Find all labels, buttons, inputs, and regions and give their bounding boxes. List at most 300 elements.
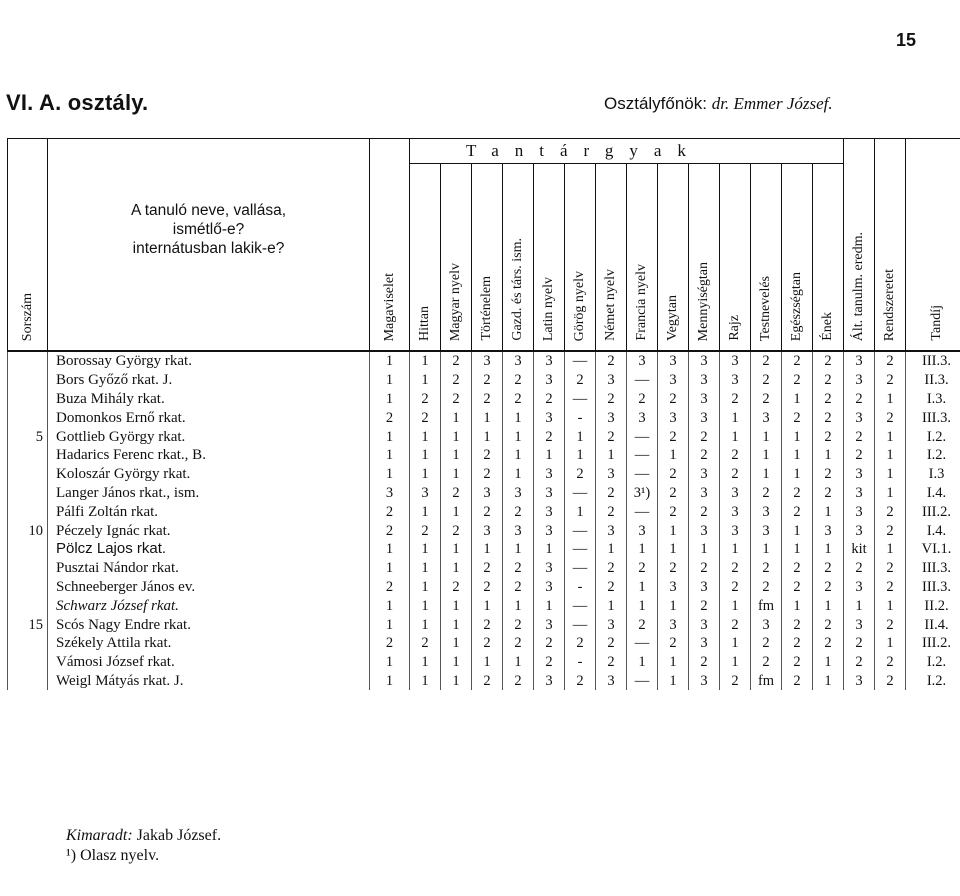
grade-cell: 1	[503, 465, 534, 484]
grade-cell: 1	[813, 540, 844, 559]
serial-number	[8, 351, 48, 371]
grade-cell: —	[565, 615, 596, 634]
serial-number	[8, 578, 48, 597]
grade-cell: 1	[441, 427, 472, 446]
grade-cell: 3	[720, 521, 751, 540]
grade-cell: 2	[441, 351, 472, 371]
grade-cell: 3	[596, 371, 627, 390]
grade-cell: 3	[689, 484, 720, 503]
grade-cell: 1	[844, 596, 875, 615]
grade-cell: 2	[472, 465, 503, 484]
grade-cell: 2	[596, 559, 627, 578]
grade-cell: 1	[658, 540, 689, 559]
grade-cell: —	[627, 634, 658, 653]
grade-cell: 3	[472, 351, 503, 371]
grade-cell: 2	[370, 502, 410, 521]
grade-cell: 2	[596, 427, 627, 446]
grade-cell: 1	[658, 521, 689, 540]
header-subject: Német nyelv	[596, 164, 627, 352]
grade-cell: 3	[534, 615, 565, 634]
grade-cell: 3	[534, 408, 565, 427]
grade-cell: 2	[813, 408, 844, 427]
grade-cell: 2	[689, 446, 720, 465]
grade-cell: —	[627, 672, 658, 691]
grade-cell: 3	[689, 615, 720, 634]
header-general-result: Ált. tanulm. eredm.	[844, 139, 875, 352]
grade-cell: 3¹)	[627, 484, 658, 503]
student-name: Székely Attila rkat.	[48, 634, 370, 653]
grade-cell: 1	[751, 540, 782, 559]
grade-cell: 2	[472, 634, 503, 653]
grade-cell: 2	[844, 427, 875, 446]
grade-cell: 2	[441, 521, 472, 540]
grade-cell: 1	[472, 427, 503, 446]
grade-cell: 2	[751, 634, 782, 653]
grade-cell: 2	[875, 578, 906, 597]
grade-cell: -	[565, 408, 596, 427]
table-row	[8, 615, 960, 634]
grade-cell: 2	[503, 615, 534, 634]
grade-cell: 3	[689, 465, 720, 484]
grade-cell: 3	[689, 351, 720, 371]
grade-cell: 3	[689, 408, 720, 427]
grade-cell: 2	[813, 634, 844, 653]
grade-cell: II.3.	[906, 371, 960, 390]
grade-cell: 1	[370, 615, 410, 634]
serial-number	[8, 465, 48, 484]
serial-number	[8, 634, 48, 653]
grade-cell: 1	[565, 446, 596, 465]
grade-cell: 3	[844, 578, 875, 597]
table-row	[8, 465, 960, 484]
grade-cell: 1	[503, 408, 534, 427]
grade-cell: 2	[875, 559, 906, 578]
grade-cell: 2	[472, 578, 503, 597]
grade-cell: 2	[472, 446, 503, 465]
grade-cell: 2	[689, 596, 720, 615]
grade-cell: 1	[782, 521, 813, 540]
header-student-line-1: A tanuló neve, vallása,	[130, 202, 287, 219]
header-subject: Testnevelés	[751, 164, 782, 352]
grade-cell: 1	[782, 390, 813, 409]
serial-number	[8, 540, 48, 559]
grade-cell: 3	[596, 521, 627, 540]
grade-cell: 1	[441, 465, 472, 484]
grade-cell: II.2.	[906, 596, 960, 615]
grade-cell: 1	[410, 653, 441, 672]
grade-cell: 3	[751, 521, 782, 540]
grade-cell: 2	[813, 351, 844, 371]
grade-cell: 3	[751, 408, 782, 427]
grade-cell: 3	[658, 408, 689, 427]
grade-cell: 2	[534, 653, 565, 672]
grade-cell: 2	[813, 559, 844, 578]
grade-cell: 2	[751, 351, 782, 371]
grade-cell: 2	[472, 615, 503, 634]
grade-cell: I.3.	[906, 390, 960, 409]
serial-number	[8, 390, 48, 409]
grade-cell: 3	[596, 672, 627, 691]
grade-cell: 1	[875, 596, 906, 615]
table-row	[8, 446, 960, 465]
table-row	[8, 653, 960, 672]
grade-cell: 2	[627, 615, 658, 634]
grade-cell: 2	[782, 371, 813, 390]
grade-cell: 2	[596, 653, 627, 672]
grade-cell: 1	[410, 578, 441, 597]
grade-cell: 2	[782, 653, 813, 672]
grade-cell: 3	[370, 484, 410, 503]
grade-cell: 2	[782, 351, 813, 371]
grade-cell: 3	[844, 408, 875, 427]
student-name: Hadarics Ferenc rkat., B.	[48, 446, 370, 465]
grade-cell: 2	[813, 390, 844, 409]
grade-cell: 3	[658, 578, 689, 597]
grade-cell: I.4.	[906, 521, 960, 540]
grade-cell: 1	[410, 502, 441, 521]
grade-cell: 3	[627, 408, 658, 427]
grade-cell: 2	[813, 578, 844, 597]
grade-cell: 2	[813, 427, 844, 446]
grade-cell: 2	[534, 390, 565, 409]
grade-cell: 1	[782, 465, 813, 484]
grade-cell: 2	[472, 502, 503, 521]
table-row	[8, 427, 960, 446]
grade-cell: fm	[751, 672, 782, 691]
grade-cell: 3	[534, 484, 565, 503]
grade-cell: 1	[875, 540, 906, 559]
grade-cell: 2	[503, 371, 534, 390]
grade-cell: 2	[441, 371, 472, 390]
grade-cell: 3	[844, 615, 875, 634]
grade-cell: 2	[875, 672, 906, 691]
grade-cell: 1	[503, 540, 534, 559]
grade-cell: 1	[441, 634, 472, 653]
student-name: Langer János rkat., ism.	[48, 484, 370, 503]
grade-cell: 3	[751, 502, 782, 521]
grade-cell: 1	[472, 408, 503, 427]
table-row	[8, 390, 960, 409]
grade-cell: III.2.	[906, 634, 960, 653]
grade-cell: 3	[627, 351, 658, 371]
teacher-label: Osztályfőnök:	[604, 94, 707, 113]
grade-cell: 2	[658, 427, 689, 446]
student-name: Pusztai Nándor rkat.	[48, 559, 370, 578]
table-row	[8, 596, 960, 615]
grade-cell: 1	[813, 502, 844, 521]
grade-cell: 2	[441, 484, 472, 503]
grade-cell: I.2.	[906, 653, 960, 672]
header-subject: Rajz	[720, 164, 751, 352]
grade-cell: 3	[472, 521, 503, 540]
grade-cell: 3	[534, 502, 565, 521]
grade-cell: 2	[565, 672, 596, 691]
grade-cell: 2	[658, 559, 689, 578]
grade-cell: —	[565, 390, 596, 409]
grade-cell: 2	[441, 578, 472, 597]
grade-cell: 2	[720, 559, 751, 578]
student-name: Borossay György rkat.	[48, 351, 370, 371]
grade-cell: —	[565, 559, 596, 578]
grade-cell: I.2.	[906, 446, 960, 465]
grade-cell: 2	[751, 390, 782, 409]
grade-cell: 2	[782, 484, 813, 503]
grade-cell: 3	[596, 615, 627, 634]
grade-cell: —	[627, 427, 658, 446]
grade-cell: 2	[658, 634, 689, 653]
student-name: Pálfi Zoltán rkat.	[48, 502, 370, 521]
grade-cell: —	[565, 351, 596, 371]
grade-cell: 3	[596, 408, 627, 427]
grade-cell: 1	[472, 653, 503, 672]
grade-cell: 1	[751, 427, 782, 446]
grade-cell: 3	[844, 371, 875, 390]
grade-cell: 1	[410, 371, 441, 390]
table-row	[8, 672, 960, 691]
grade-cell: 2	[720, 446, 751, 465]
grade-cell: 1	[875, 390, 906, 409]
table-row	[8, 578, 960, 597]
grade-cell: 1	[441, 653, 472, 672]
grade-cell: 1	[658, 446, 689, 465]
grade-cell: 1	[441, 502, 472, 521]
grade-cell: 1	[410, 465, 441, 484]
grade-cell: I.2.	[906, 672, 960, 691]
table-row	[8, 634, 960, 653]
student-name: Schneeberger János ev.	[48, 578, 370, 597]
grade-cell: 1	[441, 596, 472, 615]
subjects-title: Tantárgyak	[410, 139, 844, 164]
grade-cell: 2	[410, 390, 441, 409]
grade-cell: kit	[844, 540, 875, 559]
grade-cell: —	[627, 502, 658, 521]
grade-cell: 3	[534, 465, 565, 484]
grade-cell: 1	[370, 390, 410, 409]
grade-cell: 1	[875, 634, 906, 653]
grade-cell: 2	[875, 521, 906, 540]
grade-cell: 2	[503, 634, 534, 653]
grade-cell: 2	[658, 502, 689, 521]
student-name: Buza Mihály rkat.	[48, 390, 370, 409]
grade-cell: 2	[813, 615, 844, 634]
grade-cell: 2	[596, 578, 627, 597]
grade-cell: 2	[658, 390, 689, 409]
grade-cell: 2	[720, 390, 751, 409]
grade-cell: I.4.	[906, 484, 960, 503]
grade-cell: 1	[410, 427, 441, 446]
table-row	[8, 559, 960, 578]
grade-cell: -	[565, 653, 596, 672]
grade-cell: 1	[875, 484, 906, 503]
grade-cell: 1	[370, 446, 410, 465]
grade-cell: 2	[410, 408, 441, 427]
grade-cell: 1	[565, 427, 596, 446]
header-subject: Gazd. és társ. ism.	[503, 164, 534, 352]
student-name: Koloszár György rkat.	[48, 465, 370, 484]
grade-cell: 1	[875, 465, 906, 484]
grade-cell: 2	[472, 371, 503, 390]
grade-cell: 2	[658, 484, 689, 503]
grade-cell: 2	[844, 446, 875, 465]
grade-cell: -	[565, 578, 596, 597]
footnotes	[66, 826, 221, 866]
grade-cell: 2	[370, 634, 410, 653]
grade-cell: 3	[720, 351, 751, 371]
grade-cell: 3	[596, 465, 627, 484]
grade-cell: 1	[627, 540, 658, 559]
grade-cell: 3	[472, 484, 503, 503]
grade-cell: III.3.	[906, 559, 960, 578]
grade-cell: 2	[689, 427, 720, 446]
serial-number	[8, 408, 48, 427]
grade-cell: —	[627, 465, 658, 484]
grade-cell: 1	[720, 634, 751, 653]
header-subject: Francia nyelv	[627, 164, 658, 352]
grade-cell: III.3.	[906, 351, 960, 371]
grade-cell: 1	[441, 672, 472, 691]
grade-cell: 2	[627, 390, 658, 409]
class-title: VI. A. osztály.	[6, 90, 149, 115]
grade-cell: 1	[720, 408, 751, 427]
grade-cell: 2	[596, 484, 627, 503]
grade-cell: 3	[689, 390, 720, 409]
grade-cell: 1	[370, 351, 410, 371]
grade-cell: 2	[472, 559, 503, 578]
grade-cell: 1	[534, 540, 565, 559]
table-row	[8, 371, 960, 390]
grade-cell: 3	[503, 484, 534, 503]
grade-cell: 1	[370, 465, 410, 484]
table-row	[8, 408, 960, 427]
grade-cell: 1	[503, 446, 534, 465]
header-subject: Magyar nyelv	[441, 164, 472, 352]
grade-cell: 2	[875, 408, 906, 427]
grade-cell: 3	[410, 484, 441, 503]
grade-cell: 2	[370, 408, 410, 427]
grade-cell: 2	[720, 672, 751, 691]
grade-cell: 2	[596, 390, 627, 409]
grade-cell: 3	[689, 672, 720, 691]
grade-cell: —	[565, 521, 596, 540]
grade-cell: 1	[370, 540, 410, 559]
grade-cell: 1	[370, 371, 410, 390]
grade-cell: III.2.	[906, 502, 960, 521]
grade-cell: 2	[565, 634, 596, 653]
grade-cell: 2	[875, 615, 906, 634]
grade-cell: 1	[782, 540, 813, 559]
grade-cell: 2	[844, 390, 875, 409]
header-student-line-2: ismétlő-e?	[172, 221, 245, 238]
header-student-line-3: internátusban lakik-e?	[132, 240, 285, 257]
table-row	[8, 540, 960, 559]
grade-cell: 1	[472, 596, 503, 615]
teacher-name: dr. Emmer József.	[711, 94, 833, 113]
grade-cell: 3	[627, 521, 658, 540]
serial-number: 15	[8, 615, 48, 634]
grade-cell: I.3	[906, 465, 960, 484]
grade-cell: 1	[720, 653, 751, 672]
grade-cell: —	[565, 596, 596, 615]
grade-cell: 1	[441, 540, 472, 559]
grade-cell: 3	[503, 521, 534, 540]
table-row	[8, 502, 960, 521]
student-name: Weigl Mátyás rkat. J.	[48, 672, 370, 691]
grade-cell: 1	[627, 653, 658, 672]
grade-cell: 1	[410, 596, 441, 615]
grade-cell: 1	[751, 446, 782, 465]
grade-cell: 2	[782, 615, 813, 634]
grade-cell: 3	[689, 521, 720, 540]
grade-cell: 3	[720, 502, 751, 521]
serial-number	[8, 653, 48, 672]
grade-cell: 3	[534, 521, 565, 540]
grade-cell: 1	[875, 427, 906, 446]
grade-cell: 1	[370, 653, 410, 672]
grade-cell: 2	[503, 672, 534, 691]
grade-cell: 3	[689, 371, 720, 390]
grade-cell: 2	[565, 465, 596, 484]
grade-cell: 3	[658, 371, 689, 390]
header-subject: Ének	[813, 164, 844, 352]
grade-cell: 2	[596, 351, 627, 371]
grade-cell: 1	[534, 596, 565, 615]
grade-cell: 1	[627, 596, 658, 615]
header-subject: Vegytan	[658, 164, 689, 352]
grade-cell: 2	[813, 371, 844, 390]
grade-cell: —	[565, 540, 596, 559]
grade-cell: 3	[720, 371, 751, 390]
grade-cell: 2	[627, 559, 658, 578]
grade-cell: 1	[720, 540, 751, 559]
grade-cell: 2	[658, 465, 689, 484]
grade-cell: 2	[813, 484, 844, 503]
absent-label: Kimaradt:	[66, 827, 133, 844]
grade-cell: 1	[503, 427, 534, 446]
grade-cell: 2	[782, 634, 813, 653]
grade-cell: 2	[689, 653, 720, 672]
header-serial: Sorszám	[8, 139, 48, 352]
serial-number	[8, 596, 48, 615]
header-conduct: Magaviselet	[370, 139, 410, 352]
grade-cell: 1	[751, 465, 782, 484]
grade-cell: 2	[410, 634, 441, 653]
grade-cell: 1	[410, 446, 441, 465]
header-subject: Hittan	[410, 164, 441, 352]
grade-cell: 1	[410, 559, 441, 578]
grade-cell: 1	[410, 540, 441, 559]
grade-cell: fm	[751, 596, 782, 615]
grade-cell: 2	[875, 502, 906, 521]
grade-cell: 2	[875, 351, 906, 371]
grade-cell: 3	[844, 465, 875, 484]
grade-cell: 1	[596, 596, 627, 615]
grade-cell: 3	[844, 521, 875, 540]
header-subject: Történelem	[472, 164, 503, 352]
grade-cell: 3	[689, 578, 720, 597]
grade-cell: 1	[370, 559, 410, 578]
grade-cell: 3	[844, 484, 875, 503]
grade-cell: 3	[813, 521, 844, 540]
grade-cell: 2	[720, 578, 751, 597]
serial-number: 5	[8, 427, 48, 446]
grade-cell: 2	[503, 502, 534, 521]
grade-cell: 2	[844, 653, 875, 672]
grade-cell: 1	[782, 596, 813, 615]
grade-cell: 1	[441, 446, 472, 465]
grade-cell: 1	[658, 653, 689, 672]
grade-cell: 2	[751, 559, 782, 578]
grade-cell: —	[627, 371, 658, 390]
